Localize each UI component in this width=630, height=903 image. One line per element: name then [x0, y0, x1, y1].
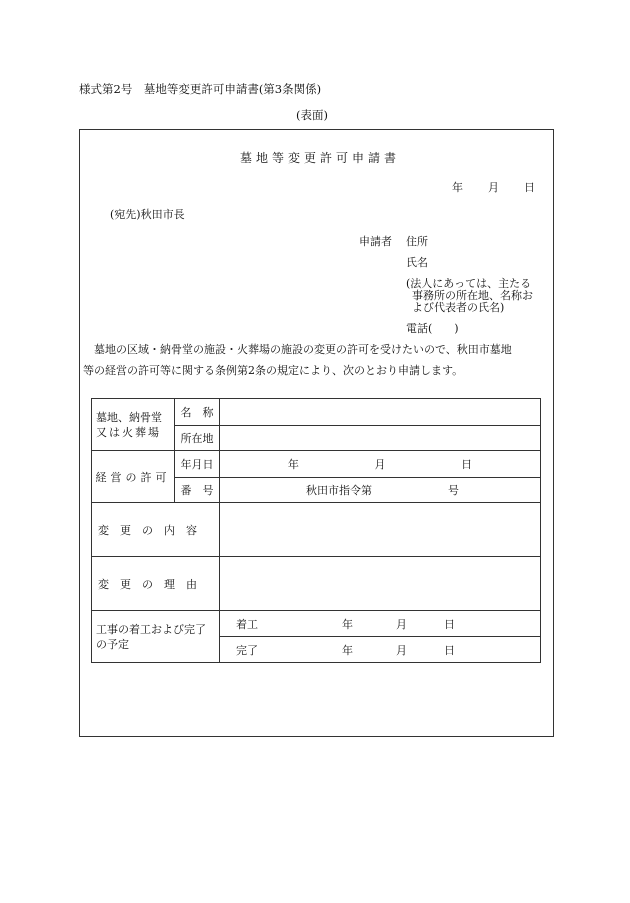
permit-number-prefix: 秋田市指令第 — [306, 484, 372, 497]
change-reason-label-cell — [92, 557, 220, 611]
permit-month: 月 — [374, 458, 386, 471]
applicant-address-label: 住所 — [406, 235, 428, 248]
note-line-1: (法人にあっては、主たる — [406, 277, 532, 290]
addressee: (宛先)秋田市長 — [110, 208, 185, 221]
construction-start-field[interactable] — [220, 611, 541, 637]
date-label: 年月日 — [175, 451, 220, 478]
schedule-label-line-1: 工事の着工および完了 — [96, 622, 206, 636]
change-content-field[interactable] — [220, 503, 541, 557]
note-line-3: よび代表者の氏名) — [412, 301, 505, 314]
note-line-2: 事務所の所在地、名称お — [412, 289, 533, 302]
form-number-heading: 様式第2号 墓地等変更許可申請書(第3条関係) — [79, 82, 322, 96]
completion-day: 日 — [444, 643, 455, 657]
applicant-phone-label: 電話( ) — [406, 322, 459, 335]
construction-completion-field[interactable] — [220, 637, 541, 663]
number-label: 番 号 — [175, 478, 220, 503]
application-table — [91, 398, 541, 663]
applicant-label: 申請者 — [359, 235, 392, 248]
completion-label: 完了 — [236, 643, 258, 657]
change-reason-label: 変 更 の 理 由 — [98, 577, 197, 591]
location-label: 所在地 — [175, 426, 220, 451]
facility-label-line-2: 又は火葬場 — [96, 425, 161, 439]
name-label: 名 称 — [175, 399, 220, 426]
date-month: 月 — [488, 181, 499, 194]
permit-label: 経営の許可 — [95, 470, 171, 484]
permit-date-row — [92, 451, 541, 478]
permit-number-field[interactable] — [220, 478, 541, 503]
change-reason-row — [92, 557, 541, 611]
start-month: 月 — [396, 617, 407, 631]
start-year: 年 — [342, 617, 353, 631]
construction-start-row — [92, 611, 541, 637]
application-statement — [83, 339, 545, 381]
change-content-row — [92, 503, 541, 557]
completion-year: 年 — [342, 643, 353, 657]
start-day: 日 — [444, 617, 455, 631]
statement-line-1: 墓地の区域・納骨堂の施設・火葬場の施設の変更の許可を受けたいので、秋田市墓地 — [94, 343, 512, 356]
facility-type-cell — [92, 399, 175, 451]
applicant-corporate-note — [406, 278, 533, 314]
permit-label-cell — [92, 451, 175, 503]
form-title: 墓地等変更許可申請書 — [240, 151, 401, 165]
side-label: (表面) — [296, 108, 328, 122]
facility-name-row — [92, 399, 541, 426]
facility-location-field[interactable] — [220, 426, 541, 451]
date-year: 年 — [452, 181, 463, 194]
facility-label-line-1: 墓地、納骨堂 — [96, 410, 162, 424]
schedule-label-line-2: の予定 — [96, 637, 129, 651]
change-content-label: 変 更 の 内 容 — [98, 523, 197, 537]
completion-month: 月 — [396, 643, 407, 657]
applicant-name-label: 氏名 — [406, 256, 428, 269]
start-label: 着工 — [236, 617, 258, 631]
permit-number-suffix: 号 — [448, 484, 459, 497]
change-content-label-cell — [92, 503, 220, 557]
permit-year: 年 — [287, 458, 299, 471]
permit-date-field[interactable] — [220, 451, 541, 478]
permit-day: 日 — [461, 458, 473, 471]
date-day: 日 — [524, 181, 535, 194]
schedule-label-cell — [92, 611, 220, 663]
facility-name-field[interactable] — [220, 399, 541, 426]
change-reason-field[interactable] — [220, 557, 541, 611]
statement-line-2: 等の経営の許可等に関する条例第2条の規定により、次のとおり申請します。 — [83, 364, 464, 377]
